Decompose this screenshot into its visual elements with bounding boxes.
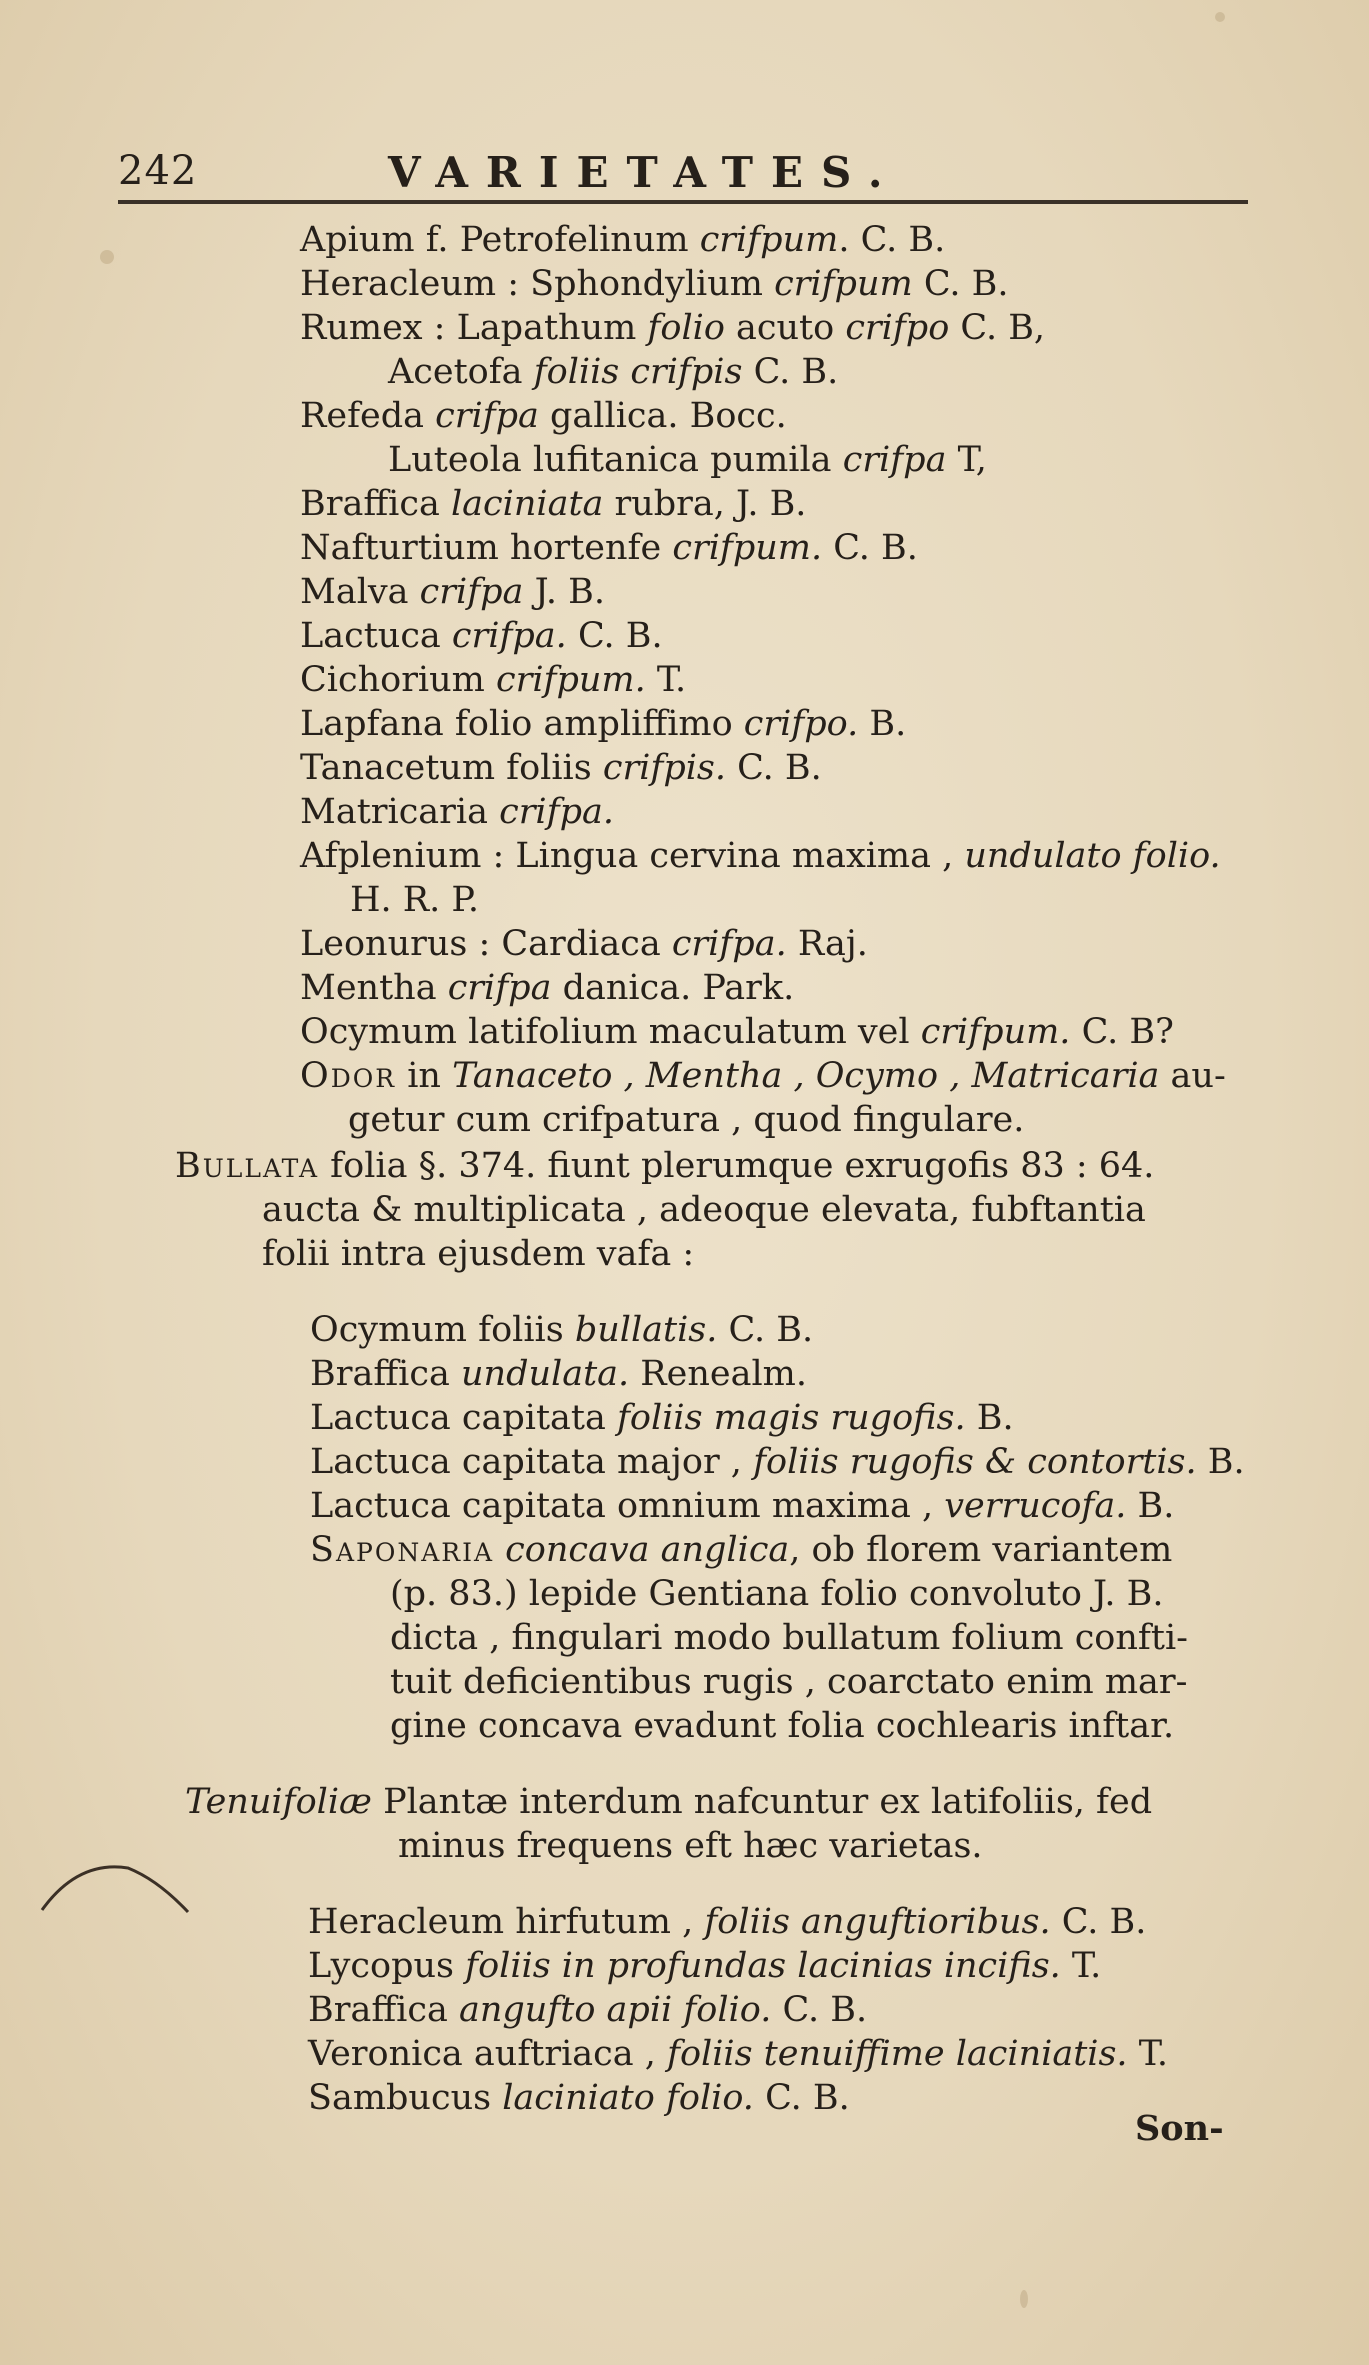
text-run: Tanacetum foliis bbox=[300, 748, 603, 788]
text-run: B. bbox=[1196, 1442, 1245, 1482]
text-run: verrucofa. bbox=[944, 1486, 1127, 1526]
text-line bbox=[348, 1098, 1024, 1142]
text-line bbox=[300, 218, 945, 262]
text-line bbox=[308, 1988, 867, 2032]
text-line bbox=[308, 2076, 850, 2120]
text-run: dicta , fingulari modo bullatum folium confti- bbox=[390, 1618, 1188, 1658]
text-line bbox=[262, 1188, 1146, 1232]
text-run: Raj. bbox=[786, 924, 868, 964]
text-run: Braffica bbox=[310, 1354, 461, 1394]
text-run: Lapfana folio ampliffimo bbox=[300, 704, 744, 744]
text-run: Afplenium : Lingua cervina maxima , bbox=[300, 836, 965, 876]
text-run: undulato folio. bbox=[964, 836, 1221, 876]
text-run: C. B. bbox=[742, 352, 839, 392]
foxing-spot bbox=[1020, 2290, 1028, 2308]
text-run: crifpis. bbox=[602, 748, 727, 788]
text-line bbox=[398, 1824, 983, 1868]
text-line bbox=[300, 614, 663, 658]
page-header bbox=[118, 148, 1248, 208]
text-run: folio bbox=[647, 308, 725, 348]
text-run: Heracleum hirfutum , bbox=[308, 1902, 705, 1942]
text-run: foliis magis rugofis. bbox=[616, 1398, 966, 1438]
text-run: Lycopus bbox=[308, 1946, 466, 1986]
text-run: B. bbox=[1126, 1486, 1175, 1526]
text-run: T. bbox=[645, 660, 687, 700]
text-run: Luteola lufitanica pumila bbox=[388, 440, 843, 480]
text-run: C. B, bbox=[949, 308, 1046, 348]
text-run: C. B. bbox=[753, 2078, 850, 2118]
text-run: Acetofa bbox=[388, 352, 534, 392]
text-run: C. B. bbox=[912, 264, 1009, 304]
text-run: B. bbox=[965, 1398, 1014, 1438]
text-line bbox=[300, 922, 868, 966]
text-run: crifpa. bbox=[451, 616, 567, 656]
text-run: C. B? bbox=[1070, 1012, 1174, 1052]
text-run: T. bbox=[1060, 1946, 1102, 1986]
text-run: danica. Park. bbox=[551, 968, 795, 1008]
header-rule bbox=[118, 200, 1248, 204]
text-line bbox=[300, 262, 1008, 306]
text-run: Tanaceto , Mentha , Ocymo , Matricaria bbox=[452, 1056, 1160, 1096]
text-run: crifpa bbox=[447, 968, 552, 1008]
text-run: H. R. P. bbox=[350, 880, 479, 920]
text-run: Braffica bbox=[300, 484, 451, 524]
text-line bbox=[310, 1352, 807, 1396]
text-run: Bullata bbox=[175, 1146, 320, 1186]
text-run: aucta & multiplicata , adeoque elevata, fubftantia bbox=[262, 1190, 1146, 1230]
text-run: crifpum bbox=[774, 264, 913, 304]
text-run: J. B. bbox=[523, 572, 605, 612]
text-run: Cichorium bbox=[300, 660, 496, 700]
text-run: Braffica bbox=[308, 1990, 459, 2030]
text-run: Refeda bbox=[300, 396, 436, 436]
text-run: crifpa bbox=[419, 572, 524, 612]
text-run: bullatis. bbox=[574, 1310, 718, 1350]
text-run: Lactuca capitata omnium maxima , bbox=[310, 1486, 945, 1526]
text-line bbox=[300, 790, 614, 834]
text-run: minus frequens eft hæc varietas. bbox=[398, 1826, 983, 1866]
text-line bbox=[300, 526, 918, 570]
text-run: C. B. bbox=[1050, 1902, 1147, 1942]
text-line bbox=[300, 658, 686, 702]
text-run: crifpa bbox=[842, 440, 947, 480]
page-number: 242 bbox=[118, 148, 198, 194]
text-run: acuto bbox=[724, 308, 846, 348]
text-run: C. B. bbox=[717, 1310, 814, 1350]
text-line bbox=[300, 702, 906, 746]
text-run: getur cum crifpatura , quod fingulare. bbox=[348, 1100, 1025, 1140]
text-run: C. B. bbox=[726, 748, 822, 788]
text-run: crifpum bbox=[699, 220, 839, 260]
text-run: gine concava evadunt folia cochlearis inftar. bbox=[390, 1706, 1175, 1746]
text-run: Sambucus bbox=[308, 2078, 503, 2118]
foxing-spot bbox=[1215, 12, 1225, 22]
text-run: crifpa. bbox=[671, 924, 787, 964]
text-line bbox=[300, 834, 1221, 878]
text-run: Mentha bbox=[300, 968, 448, 1008]
text-run: tuit deficientibus rugis , coarctato enim mar- bbox=[390, 1662, 1188, 1702]
text-line bbox=[310, 1396, 1014, 1440]
text-run: laciniata bbox=[450, 484, 604, 524]
text-run bbox=[494, 1530, 505, 1570]
text-line bbox=[300, 746, 822, 790]
text-run: Saponaria bbox=[310, 1530, 495, 1570]
text-line bbox=[390, 1572, 1163, 1616]
text-line bbox=[310, 1440, 1245, 1484]
text-run: foliis rugofis & contortis. bbox=[753, 1442, 1197, 1482]
text-run: C. B. bbox=[771, 1990, 868, 2030]
text-line bbox=[390, 1660, 1187, 1704]
text-run: foliis anguftioribus. bbox=[704, 1902, 1051, 1942]
text-run: Veronica auftriaca , bbox=[308, 2034, 667, 2074]
text-line bbox=[185, 1780, 1152, 1824]
text-line bbox=[310, 1308, 813, 1352]
text-line bbox=[300, 966, 794, 1010]
text-run: crifpo. bbox=[743, 704, 859, 744]
text-run: crifpa. bbox=[499, 792, 614, 832]
text-line bbox=[300, 1010, 1174, 1054]
text-line bbox=[300, 1054, 1226, 1098]
text-run: folii intra ejusdem vafa : bbox=[262, 1234, 695, 1274]
text-line bbox=[308, 1944, 1101, 1988]
text-run: rubra, J. B. bbox=[603, 484, 807, 524]
text-line bbox=[262, 1232, 694, 1276]
text-line bbox=[308, 2032, 1168, 2076]
text-run: crifpum. bbox=[495, 660, 646, 700]
text-run: C. B. bbox=[566, 616, 663, 656]
text-run: Malva bbox=[300, 572, 420, 612]
text-run: crifpo bbox=[845, 308, 950, 348]
text-run: T, bbox=[946, 440, 987, 480]
text-run: foliis in profundas lacinias incifis. bbox=[465, 1946, 1061, 1986]
text-run: Lactuca capitata bbox=[310, 1398, 617, 1438]
text-run: gallica. Bocc. bbox=[538, 396, 787, 436]
text-run: crifpa bbox=[435, 396, 539, 436]
text-run: Odor bbox=[300, 1056, 397, 1096]
text-line bbox=[310, 1484, 1174, 1528]
text-run: concava anglica bbox=[505, 1530, 790, 1570]
text-line bbox=[310, 1528, 1172, 1572]
text-run: Plantæ interdum nafcuntur ex latifoliis, fed bbox=[371, 1782, 1153, 1822]
text-run: Ocymum latifolium maculatum vel bbox=[300, 1012, 921, 1052]
text-run: undulata. bbox=[460, 1354, 630, 1394]
text-line bbox=[300, 482, 806, 526]
text-line bbox=[308, 1900, 1146, 1944]
text-run: Matricaria bbox=[300, 792, 500, 832]
text-run: , ob florem variantem bbox=[789, 1530, 1173, 1570]
text-run: C. B. bbox=[822, 528, 918, 568]
text-run: crifpum. bbox=[672, 528, 823, 568]
text-run: Rumex : Lapathum bbox=[300, 308, 648, 348]
text-run: Heracleum : Sphondylium bbox=[300, 264, 775, 304]
text-line bbox=[300, 394, 787, 438]
text-run: Ocymum foliis bbox=[310, 1310, 575, 1350]
text-run: Tenuifoliæ bbox=[185, 1782, 372, 1822]
text-line bbox=[390, 1616, 1188, 1660]
text-run: angufto apii folio. bbox=[458, 1990, 772, 2030]
text-line bbox=[390, 1704, 1174, 1748]
text-run: Lactuca bbox=[300, 616, 452, 656]
text-line bbox=[300, 570, 605, 614]
text-run: B. bbox=[858, 704, 907, 744]
text-run: Nafturtium hortenfe bbox=[300, 528, 673, 568]
catchword: Son- bbox=[1135, 2108, 1224, 2149]
text-run: . C. B. bbox=[838, 220, 946, 260]
text-line bbox=[388, 350, 838, 394]
text-run: folia §. 374. fiunt plerumque exrugofis 83 : 64. bbox=[319, 1146, 1155, 1186]
text-run: Apium f. Petrofelinum bbox=[300, 220, 700, 260]
foxing-spot bbox=[100, 250, 114, 264]
running-title: VARIETATES. bbox=[388, 148, 901, 197]
text-line bbox=[175, 1144, 1154, 1188]
text-run: Leonurus : Cardiaca bbox=[300, 924, 672, 964]
text-line bbox=[300, 306, 1045, 350]
text-run: (p. 83.) lepide Gentiana folio convoluto J. B. bbox=[390, 1574, 1164, 1614]
text-run: Lactuca capitata major , bbox=[310, 1442, 754, 1482]
paper-mark bbox=[38, 1850, 198, 1920]
text-run: laciniato folio. bbox=[502, 2078, 754, 2118]
text-run: T. bbox=[1127, 2034, 1169, 2074]
text-run: crifpum. bbox=[920, 1012, 1071, 1052]
text-run: au- bbox=[1159, 1056, 1226, 1096]
text-line bbox=[350, 878, 479, 922]
text-run: in bbox=[396, 1056, 453, 1096]
text-run: foliis tenuiffime laciniatis. bbox=[666, 2034, 1128, 2074]
text-run: Renealm. bbox=[629, 1354, 807, 1394]
text-run: foliis crifpis bbox=[533, 352, 743, 392]
text-line bbox=[388, 438, 987, 482]
